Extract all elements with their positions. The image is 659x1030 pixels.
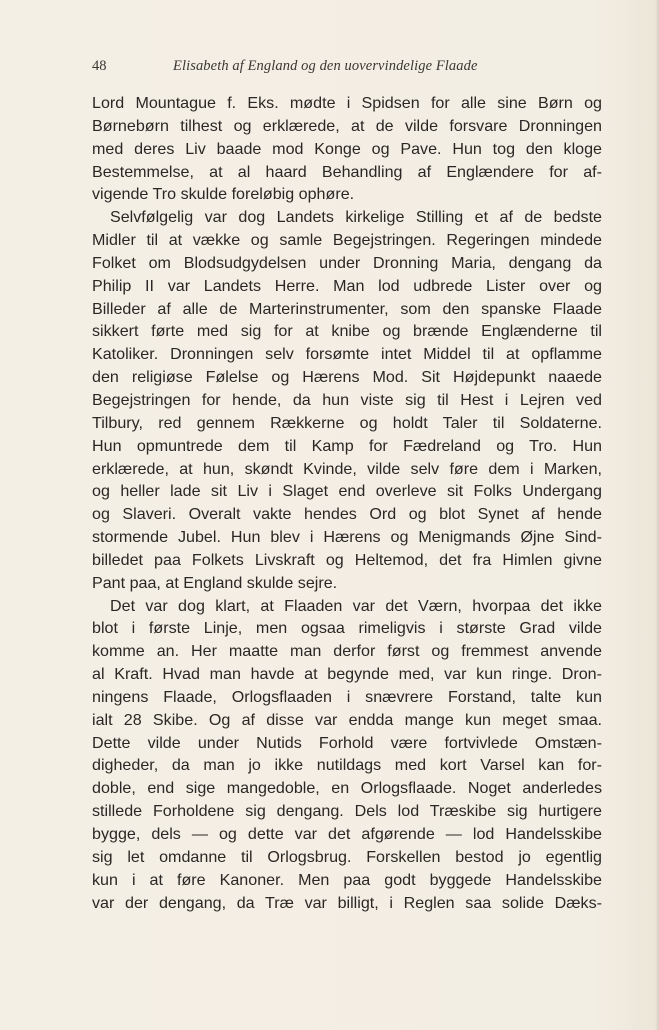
text-line: kun i at føre Kanoner. Men paa godt byggede Handelsskibe xyxy=(92,870,602,889)
text-line: Bestemmelse, at al haard Behandling af Englændere for af- xyxy=(92,162,602,181)
text-line: stillede Forholdene sig dengang. Dels lod Træskibe sig hurtigere xyxy=(92,802,602,821)
running-head xyxy=(92,58,612,80)
text-line: Selvfølgelig var dog Landets kirkelige Stilling et af de bedste xyxy=(110,208,602,227)
text-line: digheder, da man jo ikke nutildags med kort Varsel kan for- xyxy=(92,756,602,775)
text-line: og Slaveri. Overalt vakte hendes Ord og blot Synet af hende xyxy=(92,505,602,524)
text-line: sig let omdanne til Orlogsbrug. Forskellen bestod jo egentlig xyxy=(92,847,602,866)
text-line: al Kraft. Hvad man havde at begynde med, var kun ringe. Dron- xyxy=(92,665,602,684)
text-line: var der dengang, da Træ var billigt, i Reglen saa solide Dæks- xyxy=(92,893,602,912)
text-line: bygge, dels — og dette var det afgørende — lod Handelsskibe xyxy=(92,825,602,843)
text-line: Lord Mountague f. Eks. mødte i Spidsen for alle sine Børn og xyxy=(92,94,602,112)
text-line: med deres Liv baade mod Konge og Pave. Hun tog den kloge xyxy=(92,139,602,158)
text-line: Hun opmuntrede dem til Kamp for Fædreland og Tro. Hun xyxy=(92,436,602,455)
text-line: billedet paa Folkets Livskraft og Heltemod, det fra Himlen givne xyxy=(92,550,602,569)
running-title: Elisabeth af England og den uovervindelige Flaade xyxy=(173,58,478,74)
paragraph-1 xyxy=(92,92,602,206)
text-line: Folket om Blodsudgydelsen under Dronning Maria, dengang da xyxy=(92,253,602,272)
text-line: vigende Tro skulde foreløbig ophøre. xyxy=(92,185,355,204)
text-line: Tilbury, red gennem Rækkerne og holdt Taler til Soldaterne. xyxy=(92,413,602,432)
page-number: 48 xyxy=(92,58,107,74)
text-line: doble, end sige mangedoble, en Orlogsflaade. Noget anderledes xyxy=(92,779,602,798)
text-line: Philip II var Landets Herre. Man lod udbrede Lister over og xyxy=(92,276,602,295)
paragraph-3 xyxy=(92,595,602,915)
text-line: sikkert førte med sig for at knibe og brænde Englænderne til xyxy=(92,322,602,341)
text-line: Pant paa, at England skulde sejre. xyxy=(92,573,338,592)
text-line: Dette vilde under Nutids Forhold være fortvivlede Omstæn- xyxy=(92,733,602,752)
page-edge-shadow xyxy=(655,0,659,1030)
text-line: Børnebørn tilhest og erklærede, at de vilde forsvare Dronningen xyxy=(92,116,602,135)
text-line: og heller lade sit Liv i Slaget end overleve sit Folks Undergang xyxy=(92,482,602,501)
text-line: komme an. Her maatte man derfor først og fremmest anvende xyxy=(92,642,602,661)
text-line: Billeder af alle de Marterinstrumenter, som den spanske Flaade xyxy=(92,299,602,318)
text-line: stormende Jubel. Hun blev i Hærens og Menigmands Øjne Sind- xyxy=(92,528,602,547)
body-text xyxy=(92,92,602,914)
text-line: Det var dog klart, at Flaaden var det Værn, hvorpaa det ikke xyxy=(110,596,602,615)
paragraph-2 xyxy=(92,206,602,594)
text-line: Begejstringen for hende, da hun viste sig til Hest i Lejren ved xyxy=(92,390,602,409)
text-line: Katoliker. Dronningen selv forsømte intet Middel til at opflamme xyxy=(92,345,602,364)
text-line: blot i første Linje, men ogsaa rimeligvis i største Grad vilde xyxy=(92,619,602,638)
text-line: Midler til at vække og samle Begejstringen. Regeringen mindede xyxy=(92,231,602,250)
text-line: den religiøse Følelse og Hærens Mod. Sit Højdepunkt naaede xyxy=(92,368,602,387)
text-line: ningens Flaade, Orlogsflaaden i snævrere Forstand, talte kun xyxy=(92,687,602,706)
text-line: erklærede, at hun, skøndt Kvinde, vilde selv føre dem i Marken, xyxy=(92,459,602,478)
text-line: ialt 28 Skibe. Og af disse var endda mange kun meget smaa. xyxy=(92,710,602,729)
